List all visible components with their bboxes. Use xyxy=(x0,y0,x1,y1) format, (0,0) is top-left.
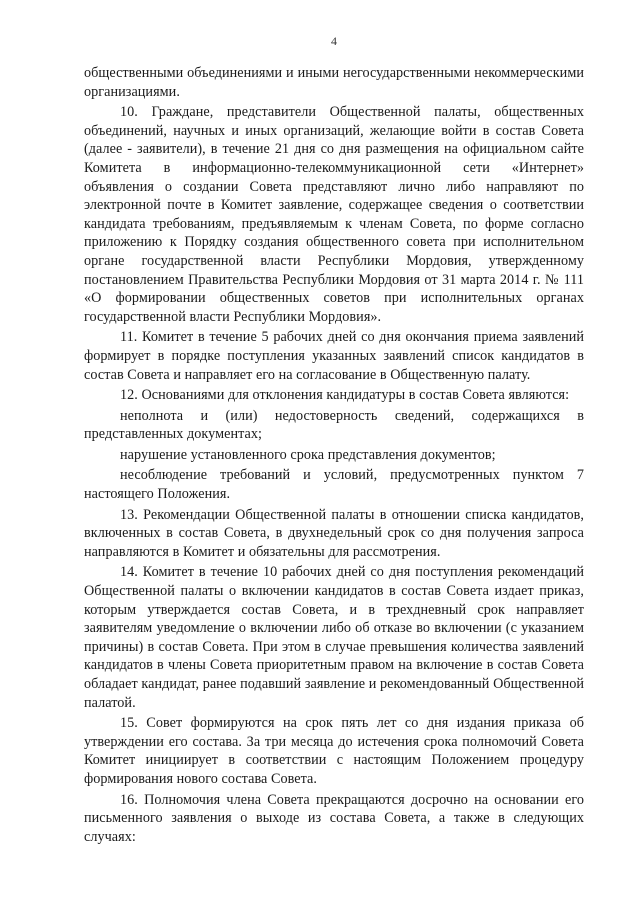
paragraph-12-item-3: несоблюдение требований и условий, предусмотренных пунктом 7 настоящего Положения. xyxy=(84,467,584,503)
document-page xyxy=(84,0,584,905)
paragraph-15: 15. Совет формируются на срок пять лет со дня издания приказа об утверждении его состава. За три месяца до истечения срока полномочий Совета Комитет инициирует в соответствии с настоящим Положением процедуру формирования нового состава Совета. xyxy=(84,715,584,787)
paragraph-12-item-1: неполнота и (или) недостоверность сведений, содержащихся в представленных документах; xyxy=(84,407,584,443)
paragraph-14: 14. Комитет в течение 10 рабочих дней со дня поступления рекомендаций Общественной палаты о включении кандидатов в состав Совета издает приказ, которым утверждается состав Совета, и в трехдневный срок направляет заявителям уведомление о включении либо об отказе во включении (с указанием причины) в состав Совета. При этом в случае превышения количества заявлений кандидатов в члены Совета приоритетным правом на включение в состав Совета обладает кандидат, ранее подавший заявление и рекомендованный Общественной палатой. xyxy=(84,564,584,711)
paragraph-continuation: общественными объединениями и иными негосударственными некоммерческими организациями. xyxy=(84,65,584,100)
paragraph-16: 16. Полномочия члена Совета прекращаются досрочно на основании его письменного заявления о выходе из состава Совета, а также в следующих случаях: xyxy=(84,791,584,845)
paragraph-12: 12. Основаниями для отклонения кандидатуры в состав Совета являются: xyxy=(120,387,570,404)
document-body xyxy=(84,64,584,846)
page-number: 4 xyxy=(331,34,337,48)
paragraph-11: 11. Комитет в течение 5 рабочих дней со дня окончания приема заявлений формирует в порядке поступления указанных заявлений список кандидатов в состав Совета и направляет его на согласование в Общественную палату. xyxy=(84,329,584,383)
paragraph-13: 13. Рекомендации Общественной палаты в отношении списка кандидатов, включенных в состав Совета, в двухнедельный срок со дня получения запроса направляются в Комитет и обязательны для рассмотрения. xyxy=(84,506,584,560)
paragraph-12-item-2: нарушение установленного срока представления документов; xyxy=(120,446,496,463)
paragraph-10: 10. Граждане, представители Общественной палаты, общественных объединений, научных и иных организаций, желающие войти в состав Совета (далее - заявители), в течение 21 дня со дня размещения на официальном сайте Комитета в информационно-телекоммуникационной сети «Интернет» объявления о создании Совета представляют лично либо направляют по электронной почте в Комитет заявление, содержащее сведения о соответствии кандидата требованиям, предъявляемым к членам Совета, по форме согласно приложению к Порядку создания общественного совета при исполнительном органе государственной власти Республики Мордовия, утвержденному постановлением Правительства Республики Мордовия от 31 марта 2014 г. № 111 «О формировании общественных советов при исполнительных органах государственной власти Республики Мордовия». xyxy=(84,104,584,325)
